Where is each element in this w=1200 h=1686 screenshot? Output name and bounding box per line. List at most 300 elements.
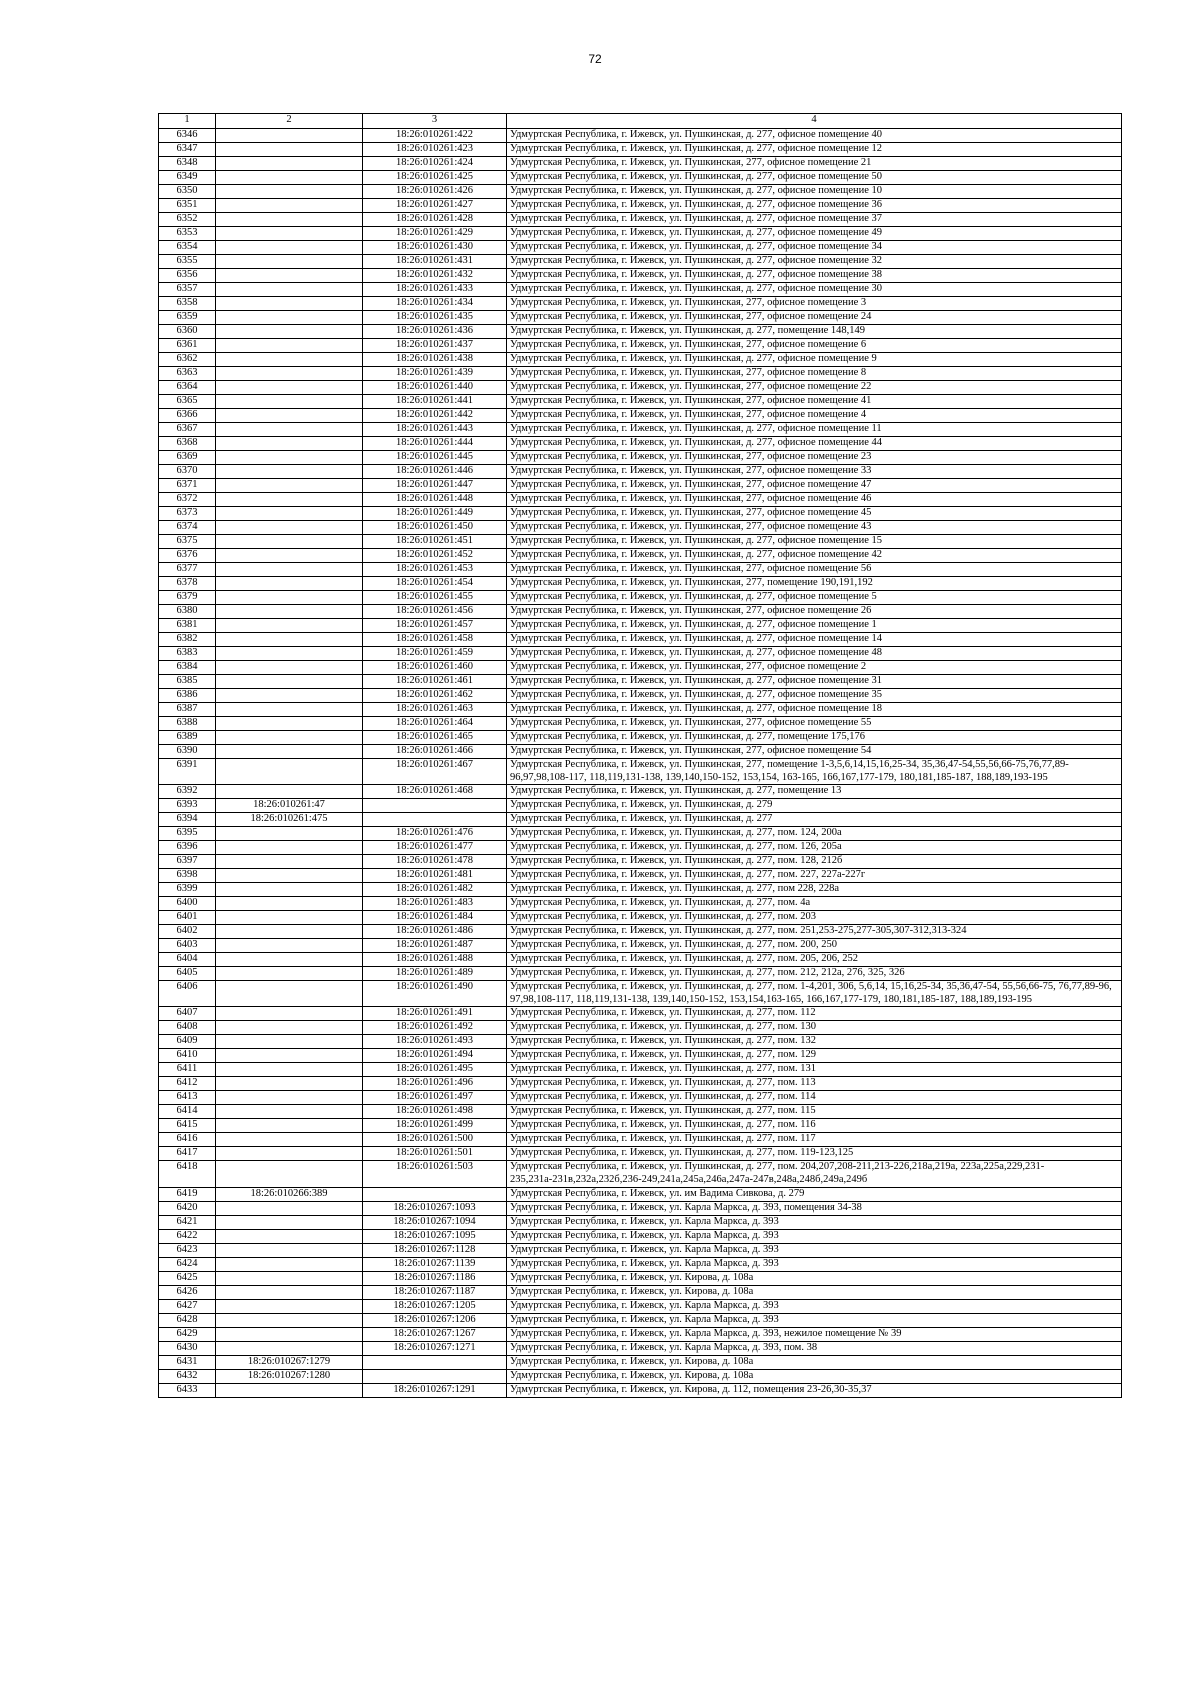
address: Удмуртская Республика, г. Ижевск, ул. Пушкинская, д. 277, пом. 113: [507, 1077, 1122, 1091]
address: Удмуртская Республика, г. Ижевск, ул. Пушкинская, д. 277, офисное помещение 50: [507, 171, 1122, 185]
address: Удмуртская Республика, г. Ижевск, ул. Пушкинская, д. 277, офисное помещение 34: [507, 241, 1122, 255]
cadastral-number-land: [216, 1035, 363, 1049]
table-row: [159, 1147, 1122, 1161]
table-row: [159, 897, 1122, 911]
address: Удмуртская Республика, г. Ижевск, ул. Пушкинская, д. 277, пом. 129: [507, 1049, 1122, 1063]
cadastral-number-land: [216, 1049, 363, 1063]
row-number: 6392: [159, 785, 216, 799]
row-number: 6387: [159, 703, 216, 717]
cadastral-number-land: [216, 535, 363, 549]
address: Удмуртская Республика, г. Ижевск, ул. Карла Маркса, д. 393: [507, 1257, 1122, 1271]
address: Удмуртская Республика, г. Ижевск, ул. Пушкинская, д. 277, помещение 175,176: [507, 731, 1122, 745]
row-number: 6433: [159, 1383, 216, 1397]
table-row: [159, 255, 1122, 269]
row-number: 6350: [159, 185, 216, 199]
cadastral-number-land: [216, 1077, 363, 1091]
address: Удмуртская Республика, г. Ижевск, ул. Пушкинская, 277, офисное помещение 46: [507, 493, 1122, 507]
column-header-3: 3: [363, 114, 507, 129]
cadastral-number-land: [216, 367, 363, 381]
row-number: 6388: [159, 717, 216, 731]
address: Удмуртская Республика, г. Ижевск, ул. Пушкинская, 277, офисное помещение 43: [507, 521, 1122, 535]
cadastral-number-premises: 18:26:010261:487: [363, 939, 507, 953]
address: Удмуртская Республика, г. Ижевск, ул. Пушкинская, д. 277, помещение 148,149: [507, 325, 1122, 339]
cadastral-number-land: [216, 1215, 363, 1229]
cadastral-number-premises: 18:26:010261:427: [363, 199, 507, 213]
address: Удмуртская Республика, г. Ижевск, ул. Пушкинская, д. 277, пом. 126, 205а: [507, 841, 1122, 855]
cadastral-number-premises: 18:26:010261:430: [363, 241, 507, 255]
cadastral-number-premises: 18:26:010261:498: [363, 1105, 507, 1119]
cadastral-number-land: [216, 381, 363, 395]
table-row: [159, 953, 1122, 967]
row-number: 6357: [159, 283, 216, 297]
cadastral-number-premises: 18:26:010261:454: [363, 577, 507, 591]
cadastral-number-premises: 18:26:010261:447: [363, 479, 507, 493]
row-number: 6431: [159, 1355, 216, 1369]
table-row: [159, 647, 1122, 661]
cadastral-number-land: [216, 717, 363, 731]
cadastral-number-land: [216, 325, 363, 339]
cadastral-number-premises: 18:26:010261:436: [363, 325, 507, 339]
address: Удмуртская Республика, г. Ижевск, ул. Пушкинская, 277, офисное помещение 8: [507, 367, 1122, 381]
table-row: [159, 759, 1122, 785]
row-number: 6401: [159, 911, 216, 925]
address: Удмуртская Республика, г. Ижевск, ул. Пушкинская, д. 277, пом. 227, 227а-227г: [507, 869, 1122, 883]
cadastral-number-land: [216, 1243, 363, 1257]
table-row: [159, 381, 1122, 395]
row-number: 6395: [159, 827, 216, 841]
cadastral-number-land: [216, 827, 363, 841]
table-row: [159, 591, 1122, 605]
table-row: [159, 661, 1122, 675]
cadastral-number-land: [216, 171, 363, 185]
cadastral-number-land: [216, 1257, 363, 1271]
cadastral-number-premises: 18:26:010261:499: [363, 1119, 507, 1133]
table-row: [159, 1383, 1122, 1397]
row-number: 6375: [159, 535, 216, 549]
page-number: 72: [588, 52, 602, 66]
cadastral-number-premises: 18:26:010261:465: [363, 731, 507, 745]
address: Удмуртская Республика, г. Ижевск, ул. Кирова, д. 108а: [507, 1369, 1122, 1383]
cadastral-number-premises: 18:26:010261:423: [363, 143, 507, 157]
address: Удмуртская Республика, г. Ижевск, ул. Пушкинская, д. 277, офисное помещение 40: [507, 129, 1122, 143]
row-number: 6408: [159, 1021, 216, 1035]
row-number: 6347: [159, 143, 216, 157]
table-row: [159, 1327, 1122, 1341]
table-row: [159, 507, 1122, 521]
cadastral-number-premises: 18:26:010261:488: [363, 953, 507, 967]
row-number: 6406: [159, 981, 216, 1007]
address: Удмуртская Республика, г. Ижевск, ул. Пушкинская, д. 277, офисное помещение 18: [507, 703, 1122, 717]
cadastral-number-land: [216, 465, 363, 479]
table-row: [159, 883, 1122, 897]
address: Удмуртская Республика, г. Ижевск, ул. Пушкинская, д. 277, офисное помещение 15: [507, 535, 1122, 549]
cadastral-number-land: [216, 241, 363, 255]
table-row: [159, 1341, 1122, 1355]
row-number: 6374: [159, 521, 216, 535]
cadastral-number-premises: 18:26:010261:455: [363, 591, 507, 605]
address: Удмуртская Республика, г. Ижевск, ул. Пушкинская, д. 277, пом. 205, 206, 252: [507, 953, 1122, 967]
row-number: 6373: [159, 507, 216, 521]
cadastral-number-premises: 18:26:010261:492: [363, 1021, 507, 1035]
table-row: [159, 939, 1122, 953]
table-row: [159, 395, 1122, 409]
cadastral-number-land: [216, 1341, 363, 1355]
cadastral-number-premises: 18:26:010261:489: [363, 967, 507, 981]
cadastral-number-premises: 18:26:010261:429: [363, 227, 507, 241]
address: Удмуртская Республика, г. Ижевск, ул. Пушкинская, д. 277, помещение 13: [507, 785, 1122, 799]
table-row: [159, 869, 1122, 883]
table-row: [159, 213, 1122, 227]
cadastral-number-premises: 18:26:010267:1267: [363, 1327, 507, 1341]
cadastral-number-land: [216, 1063, 363, 1077]
registry-table: [158, 113, 1122, 1398]
address: Удмуртская Республика, г. Ижевск, ул. Пушкинская, 277, офисное помещение 3: [507, 297, 1122, 311]
row-number: 6398: [159, 869, 216, 883]
cadastral-number-land: [216, 785, 363, 799]
cadastral-number-premises: 18:26:010261:431: [363, 255, 507, 269]
cadastral-number-land: [216, 939, 363, 953]
cadastral-number-premises: 18:26:010261:466: [363, 745, 507, 759]
table-row: [159, 521, 1122, 535]
row-number: 6363: [159, 367, 216, 381]
address: Удмуртская Республика, г. Ижевск, ул. Пушкинская, д. 277, офисное помещение 14: [507, 633, 1122, 647]
table-row: [159, 1299, 1122, 1313]
cadastral-number-land: [216, 703, 363, 717]
cadastral-number-land: [216, 143, 363, 157]
cadastral-number-land: [216, 911, 363, 925]
cadastral-number-land: [216, 297, 363, 311]
address: Удмуртская Республика, г. Ижевск, ул. Пушкинская, д. 277, пом. 251,253-275,277-305,307-312,313-324: [507, 925, 1122, 939]
table-row: [159, 1063, 1122, 1077]
row-number: 6427: [159, 1299, 216, 1313]
row-number: 6419: [159, 1187, 216, 1201]
row-number: 6403: [159, 939, 216, 953]
row-number: 6404: [159, 953, 216, 967]
cadastral-number-premises: 18:26:010261:432: [363, 269, 507, 283]
row-number: 6421: [159, 1215, 216, 1229]
table-row: [159, 563, 1122, 577]
cadastral-number-premises: 18:26:010261:437: [363, 339, 507, 353]
table-row: [159, 339, 1122, 353]
cadastral-number-premises: [363, 1187, 507, 1201]
cadastral-number-premises: 18:26:010261:501: [363, 1147, 507, 1161]
address: Удмуртская Республика, г. Ижевск, ул. Пушкинская, д. 277, пом. 128, 212б: [507, 855, 1122, 869]
table-row: [159, 1049, 1122, 1063]
table-row: [159, 1035, 1122, 1049]
row-number: 6422: [159, 1229, 216, 1243]
address: Удмуртская Республика, г. Ижевск, ул. Пушкинская, 277, офисное помещение 2: [507, 661, 1122, 675]
address: Удмуртская Республика, г. Ижевск, ул. Пушкинская, д. 277, офисное помещение 35: [507, 689, 1122, 703]
cadastral-number-premises: 18:26:010261:434: [363, 297, 507, 311]
address: Удмуртская Республика, г. Ижевск, ул. Пушкинская, 277, офисное помещение 24: [507, 311, 1122, 325]
address: Удмуртская Республика, г. Ижевск, ул. Кирова, д. 108а: [507, 1285, 1122, 1299]
cadastral-number-premises: 18:26:010261:482: [363, 883, 507, 897]
row-number: 6379: [159, 591, 216, 605]
table-row: [159, 1201, 1122, 1215]
cadastral-number-premises: 18:26:010261:425: [363, 171, 507, 185]
cadastral-number-premises: 18:26:010261:497: [363, 1091, 507, 1105]
address: Удмуртская Республика, г. Ижевск, ул. Пушкинская, д. 277, офисное помещение 5: [507, 591, 1122, 605]
row-number: 6359: [159, 311, 216, 325]
table-row: [159, 465, 1122, 479]
row-number: 6346: [159, 129, 216, 143]
table-row: [159, 409, 1122, 423]
table-row: [159, 799, 1122, 813]
cadastral-number-land: [216, 437, 363, 451]
table-row: [159, 911, 1122, 925]
row-number: 6353: [159, 227, 216, 241]
table-row: [159, 967, 1122, 981]
row-number: 6405: [159, 967, 216, 981]
address: Удмуртская Республика, г. Ижевск, ул. Кирова, д. 108а: [507, 1355, 1122, 1369]
row-number: 6378: [159, 577, 216, 591]
cadastral-number-land: [216, 869, 363, 883]
cadastral-number-land: [216, 1229, 363, 1243]
cadastral-number-premises: 18:26:010261:467: [363, 759, 507, 785]
column-header-2: 2: [216, 114, 363, 129]
address: Удмуртская Республика, г. Ижевск, ул. Пушкинская, д. 277, офисное помещение 44: [507, 437, 1122, 451]
cadastral-number-land: [216, 1271, 363, 1285]
cadastral-number-premises: 18:26:010261:462: [363, 689, 507, 703]
row-number: 6365: [159, 395, 216, 409]
row-number: 6381: [159, 619, 216, 633]
table-row: [159, 703, 1122, 717]
address: Удмуртская Республика, г. Ижевск, ул. Пушкинская, 277, офисное помещение 56: [507, 563, 1122, 577]
cadastral-number-land: 18:26:010261:475: [216, 813, 363, 827]
cadastral-number-premises: 18:26:010261:490: [363, 981, 507, 1007]
row-number: 6394: [159, 813, 216, 827]
cadastral-number-premises: 18:26:010261:443: [363, 423, 507, 437]
cadastral-number-premises: 18:26:010261:481: [363, 869, 507, 883]
cadastral-number-land: [216, 1147, 363, 1161]
table-row: [159, 241, 1122, 255]
address: Удмуртская Республика, г. Ижевск, ул. Пушкинская, 277, офисное помещение 47: [507, 479, 1122, 493]
row-number: 6420: [159, 1201, 216, 1215]
table-row: [159, 855, 1122, 869]
row-number: 6384: [159, 661, 216, 675]
cadastral-number-premises: [363, 1355, 507, 1369]
table-row: [159, 925, 1122, 939]
table-row: [159, 1091, 1122, 1105]
address: Удмуртская Республика, г. Ижевск, ул. Карла Маркса, д. 393, помещения 34-38: [507, 1201, 1122, 1215]
cadastral-number-premises: 18:26:010261:461: [363, 675, 507, 689]
address: Удмуртская Республика, г. Ижевск, ул. Пушкинская, д. 277, пом. 200, 250: [507, 939, 1122, 953]
cadastral-number-premises: 18:26:010261:424: [363, 157, 507, 171]
address: Удмуртская Республика, г. Ижевск, ул. Пушкинская, д. 277: [507, 813, 1122, 827]
address: Удмуртская Республика, г. Ижевск, ул. Пушкинская, д. 277, офисное помещение 9: [507, 353, 1122, 367]
row-number: 6416: [159, 1133, 216, 1147]
table-row: [159, 549, 1122, 563]
cadastral-number-premises: 18:26:010261:440: [363, 381, 507, 395]
address: Удмуртская Республика, г. Ижевск, ул. Пушкинская, 277, офисное помещение 26: [507, 605, 1122, 619]
cadastral-number-land: [216, 521, 363, 535]
cadastral-number-premises: 18:26:010261:450: [363, 521, 507, 535]
cadastral-number-premises: 18:26:010261:468: [363, 785, 507, 799]
address: Удмуртская Республика, г. Ижевск, ул. Карла Маркса, д. 393: [507, 1243, 1122, 1257]
address: Удмуртская Республика, г. Ижевск, ул. Пушкинская, д. 277, офисное помещение 32: [507, 255, 1122, 269]
table-row: [159, 1369, 1122, 1383]
row-number: 6423: [159, 1243, 216, 1257]
row-number: 6351: [159, 199, 216, 213]
cadastral-number-land: [216, 549, 363, 563]
address: Удмуртская Республика, г. Ижевск, ул. Пушкинская, 277, офисное помещение 41: [507, 395, 1122, 409]
table-row: [159, 689, 1122, 703]
address: Удмуртская Республика, г. Ижевск, ул. Кирова, д. 108а: [507, 1271, 1122, 1285]
address: Удмуртская Республика, г. Ижевск, ул. Пушкинская, д. 277, пом. 1-4,201, 306, 5,6,14, 15,16,25-34, 35,36,47-54, 55,56,66-75, 76,77,89-96, 97,98,108-117, 118,119,131-138, 139,140,150-152, 153,154,163-165, 166,167,177-179, 180,181,185-187, 188,189,193-195: [507, 981, 1122, 1007]
row-number: 6380: [159, 605, 216, 619]
table-row: [159, 479, 1122, 493]
address: Удмуртская Республика, г. Ижевск, ул. Пушкинская, д. 277, офисное помещение 36: [507, 199, 1122, 213]
row-number: 6413: [159, 1091, 216, 1105]
cadastral-number-premises: 18:26:010261:495: [363, 1063, 507, 1077]
cadastral-number-land: [216, 1327, 363, 1341]
cadastral-number-land: [216, 1133, 363, 1147]
cadastral-number-land: [216, 1161, 363, 1187]
table-row: [159, 577, 1122, 591]
cadastral-number-premises: 18:26:010261:433: [363, 283, 507, 297]
cadastral-number-premises: 18:26:010261:494: [363, 1049, 507, 1063]
cadastral-number-land: [216, 675, 363, 689]
cadastral-number-land: [216, 591, 363, 605]
address: Удмуртская Республика, г. Ижевск, ул. Пушкинская, д. 277, пом. 212, 212а, 276, 325, 326: [507, 967, 1122, 981]
row-number: 6383: [159, 647, 216, 661]
row-number: 6364: [159, 381, 216, 395]
cadastral-number-premises: 18:26:010261:448: [363, 493, 507, 507]
cadastral-number-premises: 18:26:010267:1186: [363, 1271, 507, 1285]
cadastral-number-land: [216, 479, 363, 493]
cadastral-number-land: [216, 227, 363, 241]
address: Удмуртская Республика, г. Ижевск, ул. Карла Маркса, д. 393: [507, 1229, 1122, 1243]
table-row: [159, 605, 1122, 619]
row-number: 6417: [159, 1147, 216, 1161]
cadastral-number-land: [216, 981, 363, 1007]
cadastral-number-premises: 18:26:010261:426: [363, 185, 507, 199]
cadastral-number-land: [216, 841, 363, 855]
cadastral-number-premises: 18:26:010261:422: [363, 129, 507, 143]
cadastral-number-premises: [363, 1369, 507, 1383]
cadastral-number-premises: 18:26:010267:1205: [363, 1299, 507, 1313]
address: Удмуртская Республика, г. Ижевск, ул. Пушкинская, д. 277, офисное помещение 48: [507, 647, 1122, 661]
cadastral-number-land: [216, 855, 363, 869]
row-number: 6355: [159, 255, 216, 269]
cadastral-number-premises: 18:26:010261:445: [363, 451, 507, 465]
table-row: [159, 1313, 1122, 1327]
table-row: [159, 1077, 1122, 1091]
table-row: [159, 633, 1122, 647]
cadastral-number-premises: 18:26:010261:503: [363, 1161, 507, 1187]
cadastral-number-land: 18:26:010267:1279: [216, 1355, 363, 1369]
row-number: 6396: [159, 841, 216, 855]
table-row: [159, 841, 1122, 855]
cadastral-number-premises: 18:26:010267:1094: [363, 1215, 507, 1229]
cadastral-number-land: [216, 1313, 363, 1327]
cadastral-number-premises: 18:26:010261:483: [363, 897, 507, 911]
row-number: 6428: [159, 1313, 216, 1327]
address: Удмуртская Республика, г. Ижевск, ул. Пушкинская, д. 277, офисное помещение 38: [507, 269, 1122, 283]
cadastral-number-land: [216, 185, 363, 199]
address: Удмуртская Республика, г. Ижевск, ул. Пушкинская, д. 277, пом 228, 228а: [507, 883, 1122, 897]
table-row: [159, 353, 1122, 367]
row-number: 6356: [159, 269, 216, 283]
cadastral-number-premises: 18:26:010267:1187: [363, 1285, 507, 1299]
address: Удмуртская Республика, г. Ижевск, ул. Карла Маркса, д. 393: [507, 1299, 1122, 1313]
address: Удмуртская Республика, г. Ижевск, ул. Пушкинская, д. 277, офисное помещение 10: [507, 185, 1122, 199]
cadastral-number-premises: 18:26:010261:441: [363, 395, 507, 409]
cadastral-number-land: [216, 493, 363, 507]
cadastral-number-land: [216, 1007, 363, 1021]
address: Удмуртская Республика, г. Ижевск, ул. Пушкинская, 277, помещение 1-3,5,6,14,15,16,25-34, 35,36,47-54,55,56,66-75,76,77,89-96,97,98,108-117, 118,119,131-138, 139,140,150-152, 153,154, 163-165, 166,167,177-179, 180,181,185-187, 188,189,193-195: [507, 759, 1122, 785]
table-row: [159, 1285, 1122, 1299]
address: Удмуртская Республика, г. Ижевск, ул. Пушкинская, 277, офисное помещение 54: [507, 745, 1122, 759]
address: Удмуртская Республика, г. Ижевск, ул. Пушкинская, д. 277, пом. 115: [507, 1105, 1122, 1119]
row-number: 6358: [159, 297, 216, 311]
row-number: 6426: [159, 1285, 216, 1299]
row-number: 6410: [159, 1049, 216, 1063]
address: Удмуртская Республика, г. Ижевск, ул. Карла Маркса, д. 393: [507, 1215, 1122, 1229]
table-row: [159, 157, 1122, 171]
cadastral-number-premises: 18:26:010267:1271: [363, 1341, 507, 1355]
row-number: 6377: [159, 563, 216, 577]
address: Удмуртская Республика, г. Ижевск, ул. Пушкинская, д. 277, пом. 131: [507, 1063, 1122, 1077]
cadastral-number-land: [216, 423, 363, 437]
row-number: 6360: [159, 325, 216, 339]
address: Удмуртская Республика, г. Ижевск, ул. Кирова, д. 112, помещения 23-26,30-35,37: [507, 1383, 1122, 1397]
address: Удмуртская Республика, г. Ижевск, ул. Пушкинская, 277, офисное помещение 6: [507, 339, 1122, 353]
cadastral-number-land: [216, 1119, 363, 1133]
cadastral-number-land: [216, 283, 363, 297]
address: Удмуртская Республика, г. Ижевск, ул. Пушкинская, д. 277, офисное помещение 1: [507, 619, 1122, 633]
address: Удмуртская Республика, г. Ижевск, ул. Пушкинская, д. 277, пом. 117: [507, 1133, 1122, 1147]
cadastral-number-land: [216, 409, 363, 423]
cadastral-number-land: [216, 577, 363, 591]
row-number: 6368: [159, 437, 216, 451]
cadastral-number-land: [216, 897, 363, 911]
row-number: 6400: [159, 897, 216, 911]
row-number: 6409: [159, 1035, 216, 1049]
address: Удмуртская Республика, г. Ижевск, ул. Пушкинская, д. 277, пом. 4а: [507, 897, 1122, 911]
table-row: [159, 535, 1122, 549]
cadastral-number-land: [216, 925, 363, 939]
header-row: [159, 114, 1122, 129]
column-header-1: 1: [159, 114, 216, 129]
cadastral-number-land: [216, 1021, 363, 1035]
cadastral-number-land: [216, 269, 363, 283]
cadastral-number-land: [216, 883, 363, 897]
cadastral-number-premises: [363, 813, 507, 827]
cadastral-number-land: [216, 255, 363, 269]
table-row: [159, 785, 1122, 799]
cadastral-number-land: [216, 661, 363, 675]
cadastral-number-land: [216, 619, 363, 633]
cadastral-number-premises: 18:26:010267:1095: [363, 1229, 507, 1243]
cadastral-number-premises: 18:26:010267:1093: [363, 1201, 507, 1215]
row-number: 6429: [159, 1327, 216, 1341]
cadastral-number-land: [216, 507, 363, 521]
cadastral-number-premises: 18:26:010261:496: [363, 1077, 507, 1091]
table-row: [159, 1257, 1122, 1271]
table-row: [159, 227, 1122, 241]
cadastral-number-land: [216, 213, 363, 227]
table-row: [159, 1215, 1122, 1229]
table-row: [159, 311, 1122, 325]
address: Удмуртская Республика, г. Ижевск, ул. Карла Маркса, д. 393: [507, 1313, 1122, 1327]
row-number: 6399: [159, 883, 216, 897]
cadastral-number-land: [216, 199, 363, 213]
table-row: [159, 129, 1122, 143]
table-row: [159, 1271, 1122, 1285]
row-number: 6407: [159, 1007, 216, 1021]
cadastral-number-land: [216, 689, 363, 703]
